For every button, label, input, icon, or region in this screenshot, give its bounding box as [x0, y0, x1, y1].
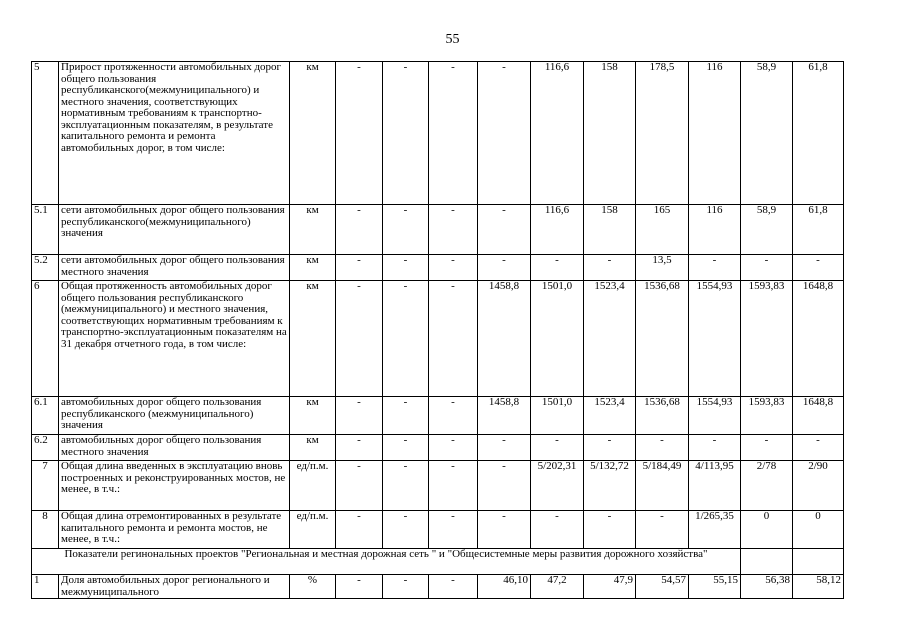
- value-cell: 1536,68: [636, 397, 689, 435]
- value-cell: -: [689, 255, 741, 281]
- unit-cell: км: [290, 205, 336, 255]
- indicator-name: сети автомобильных дорог общего пользования местного значения: [59, 255, 290, 281]
- value-cell: -: [584, 511, 636, 549]
- value-cell: -: [429, 205, 478, 255]
- page-number: 55: [445, 32, 460, 47]
- value-cell: 158: [584, 205, 636, 255]
- value-cell: 5/202,31: [531, 461, 584, 511]
- value-cell: -: [478, 461, 531, 511]
- value-cell: 1501,0: [531, 397, 584, 435]
- value-cell: 178,5: [636, 62, 689, 205]
- value-cell: 1593,83: [741, 281, 793, 397]
- section-header-row: [32, 549, 844, 575]
- value-cell: -: [336, 461, 383, 511]
- value-cell: -: [383, 205, 429, 255]
- value-cell: 1593,83: [741, 397, 793, 435]
- row-number: 5.1: [32, 205, 59, 255]
- value-cell: 0: [741, 511, 793, 549]
- value-cell: -: [584, 255, 636, 281]
- row-number: 1: [32, 575, 59, 599]
- value-cell: 116: [689, 205, 741, 255]
- value-cell: -: [636, 435, 689, 461]
- table-row: [32, 62, 844, 205]
- value-cell: -: [478, 255, 531, 281]
- value-cell: 2/78: [741, 461, 793, 511]
- value-cell: -: [383, 575, 429, 599]
- empty-cell: [793, 549, 844, 575]
- table-row: [32, 205, 844, 255]
- value-cell: 5/184,49: [636, 461, 689, 511]
- value-cell: -: [531, 435, 584, 461]
- indicator-name: автомобильных дорог общего пользования республиканского (межмуниципального) значения: [59, 397, 290, 435]
- value-cell: 56,38: [741, 575, 793, 599]
- value-cell: 13,5: [636, 255, 689, 281]
- value-cell: 2/90: [793, 461, 844, 511]
- value-cell: -: [429, 255, 478, 281]
- unit-cell: %: [290, 575, 336, 599]
- value-cell: 1/265,35: [689, 511, 741, 549]
- value-cell: -: [531, 255, 584, 281]
- row-number: 6.2: [32, 435, 59, 461]
- row-number: 7: [32, 461, 59, 511]
- value-cell: -: [383, 281, 429, 397]
- section-header: Показатели регинональных проектов "Региональная и местная дорожная сеть " и "Общесистемные меры развития дорожного хозяйства": [32, 549, 741, 575]
- value-cell: -: [336, 397, 383, 435]
- value-cell: 5/132,72: [584, 461, 636, 511]
- value-cell: 1554,93: [689, 397, 741, 435]
- value-cell: -: [793, 435, 844, 461]
- value-cell: -: [429, 511, 478, 549]
- value-cell: 61,8: [793, 205, 844, 255]
- value-cell: 1523,4: [584, 281, 636, 397]
- table-row: [32, 435, 844, 461]
- value-cell: -: [383, 511, 429, 549]
- value-cell: -: [741, 255, 793, 281]
- value-cell: 1648,8: [793, 281, 844, 397]
- empty-cell: [741, 549, 793, 575]
- value-cell: -: [636, 511, 689, 549]
- value-cell: 47,2: [531, 575, 584, 599]
- value-cell: 116,6: [531, 205, 584, 255]
- indicator-name: Доля автомобильных дорог регионального и межмуниципального: [59, 575, 290, 599]
- table-row: [32, 255, 844, 281]
- value-cell: 1648,8: [793, 397, 844, 435]
- value-cell: 116,6: [531, 62, 584, 205]
- value-cell: 4/113,95: [689, 461, 741, 511]
- value-cell: -: [336, 255, 383, 281]
- unit-cell: ед/п.м.: [290, 461, 336, 511]
- value-cell: -: [478, 205, 531, 255]
- value-cell: -: [689, 435, 741, 461]
- table-row: [32, 575, 844, 599]
- row-number: 5: [32, 62, 59, 205]
- value-cell: -: [741, 435, 793, 461]
- value-cell: 1458,8: [478, 397, 531, 435]
- value-cell: 61,8: [793, 62, 844, 205]
- value-cell: 46,10: [478, 575, 531, 599]
- value-cell: -: [336, 435, 383, 461]
- unit-cell: км: [290, 255, 336, 281]
- indicator-name: Общая длина отремонтированных в результате капитального ремонта и ремонта мостов, не менее, в т.ч.:: [59, 511, 290, 549]
- value-cell: -: [793, 255, 844, 281]
- value-cell: -: [478, 435, 531, 461]
- indicator-name: автомобильных дорог общего пользования местного значения: [59, 435, 290, 461]
- value-cell: -: [531, 511, 584, 549]
- value-cell: -: [429, 461, 478, 511]
- value-cell: 165: [636, 205, 689, 255]
- value-cell: 1458,8: [478, 281, 531, 397]
- table-row: [32, 461, 844, 511]
- value-cell: 0: [793, 511, 844, 549]
- value-cell: -: [429, 62, 478, 205]
- indicator-name: Общая длина введенных в эксплуатацию вновь построенных и реконструированных мостов, не менее, в т.ч.:: [59, 461, 290, 511]
- value-cell: -: [383, 255, 429, 281]
- unit-cell: ед/п.м.: [290, 511, 336, 549]
- row-number: 5.2: [32, 255, 59, 281]
- value-cell: -: [478, 62, 531, 205]
- unit-cell: км: [290, 435, 336, 461]
- indicator-name: Общая протяженность автомобильных дорог общего пользования республиканского (межмуниципального) и местного значения, соответствующих нормативным требованиям к транспортно-эксплуатационным показателям на 31 декабря отчетного года, в том числе:: [59, 281, 290, 397]
- value-cell: 58,9: [741, 62, 793, 205]
- table-row: [32, 281, 844, 397]
- table-row: [32, 511, 844, 549]
- indicator-name: Прирост протяженности автомобильных дорог общего пользования республиканского(межмуниципального) и местного значения, соответствующих нормативным требованиям к транспортно-эксплуатационным показателям, в результате капитального ремонта и ремонта автомобильных дорог, в том числе:: [59, 62, 290, 205]
- value-cell: 158: [584, 62, 636, 205]
- value-cell: -: [336, 205, 383, 255]
- value-cell: 1536,68: [636, 281, 689, 397]
- value-cell: 54,57: [636, 575, 689, 599]
- unit-cell: км: [290, 397, 336, 435]
- unit-cell: км: [290, 281, 336, 397]
- value-cell: -: [584, 435, 636, 461]
- value-cell: 1501,0: [531, 281, 584, 397]
- value-cell: -: [336, 62, 383, 205]
- value-cell: -: [383, 461, 429, 511]
- table-row: [32, 397, 844, 435]
- indicator-name: сети автомобильных дорог общего пользования республиканского(межмуниципального) значения: [59, 205, 290, 255]
- row-number: 8: [32, 511, 59, 549]
- value-cell: -: [336, 575, 383, 599]
- value-cell: -: [429, 281, 478, 397]
- value-cell: 47,9: [584, 575, 636, 599]
- row-number: 6: [32, 281, 59, 397]
- value-cell: -: [383, 435, 429, 461]
- value-cell: 58,12: [793, 575, 844, 599]
- value-cell: -: [383, 397, 429, 435]
- value-cell: -: [478, 511, 531, 549]
- value-cell: -: [429, 575, 478, 599]
- row-number: 6.1: [32, 397, 59, 435]
- value-cell: 1554,93: [689, 281, 741, 397]
- indicators-table: [31, 61, 844, 599]
- value-cell: -: [383, 62, 429, 205]
- value-cell: -: [336, 511, 383, 549]
- value-cell: -: [336, 281, 383, 397]
- value-cell: -: [429, 397, 478, 435]
- value-cell: 116: [689, 62, 741, 205]
- value-cell: 1523,4: [584, 397, 636, 435]
- value-cell: 55,15: [689, 575, 741, 599]
- value-cell: 58,9: [741, 205, 793, 255]
- unit-cell: км: [290, 62, 336, 205]
- value-cell: -: [429, 435, 478, 461]
